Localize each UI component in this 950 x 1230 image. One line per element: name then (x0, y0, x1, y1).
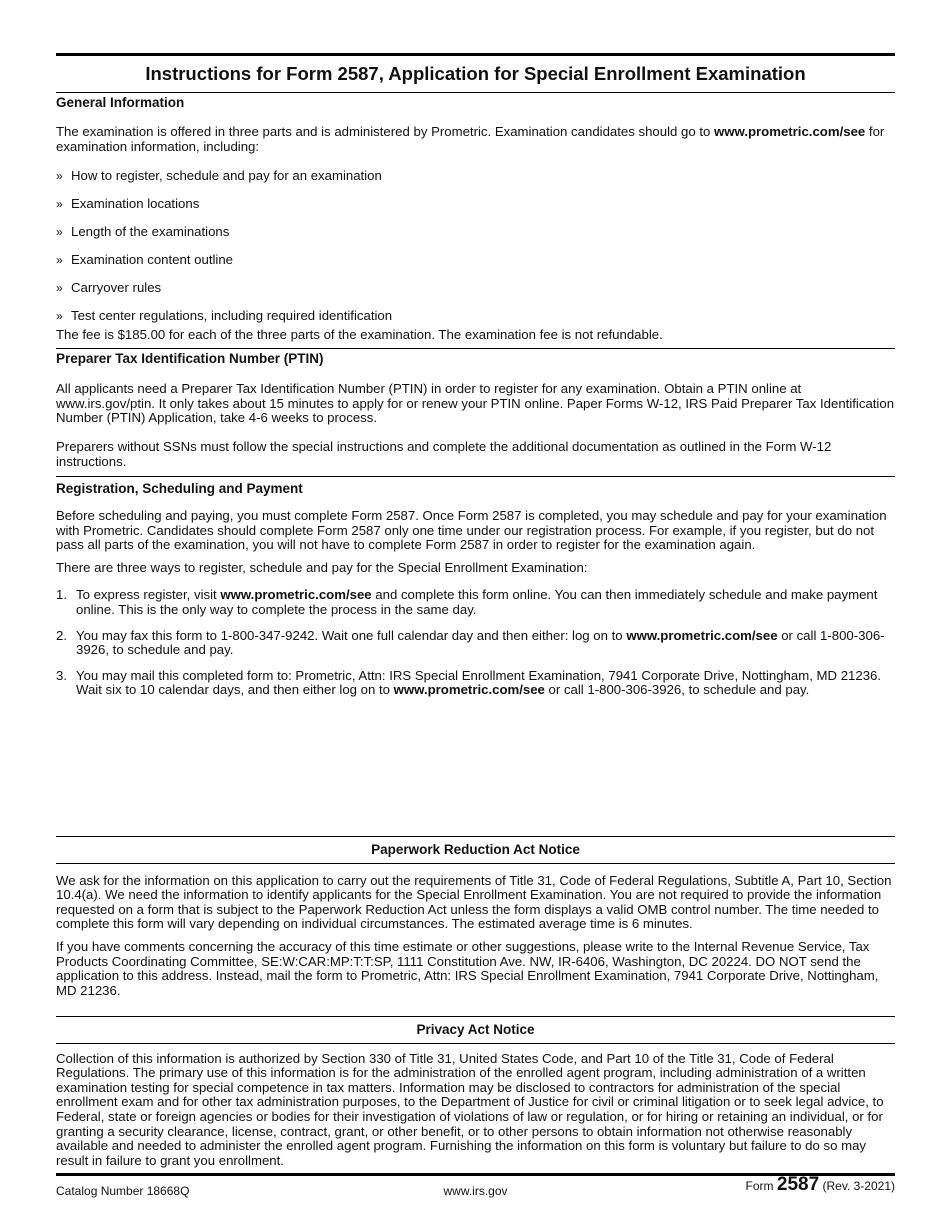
registration-heading: Registration, Scheduling and Payment (56, 480, 303, 496)
general-intro-post: for examination information, including: (56, 124, 885, 154)
list-item (56, 196, 895, 224)
paperwork-para-2: If you have comments concerning the accuracy of this time estimate or other suggestions, please write to the Internal Revenue Service, Tax Products Coordinating Committee, SE:W:CAR:MP:T:T:SP, 1111 Constitution Ave. NW, IR-6406, Washington, DC 20224. DO NOT send the application to this address. Instead, mail the form to Prometric, Attn: IRS Special Enrollment Examination, 7941 Corporate Drive, Nottingham, MD 21236. (56, 938, 879, 998)
privacy-para: Collection of this information is authorized by Section 330 of Title 31, United States Code, and Part 10 of the Title 31, Code of Federal Regulations. The primary use of this information is for the administration of the enrolled agent program, including administration of a written examination testing for special competence in tax matters. Information may be disclosed to contractors for administration of the special enrollment exam and for other tax administration purposes, to the Department of Justice for civil or criminal litigation or to seek legal advice, to Federal, state or foreign agencies or bodies for their investigation of violations of law or regulation, or for hiring or retaining an individual, or for granting a security clearance, license, contract, grant, or other benefit, or to other persons to obtain information not otherwise reasonably available and needed to administer the enrolled agent program. Furnishing the information on this form is voluntary but failure to do so may result in failure to grant you enrollment. (56, 1050, 884, 1168)
list-item (56, 224, 895, 252)
instructions-page (56, 53, 895, 1168)
section-rule (56, 1043, 895, 1044)
form-label: Form (745, 1179, 774, 1193)
paperwork-para-1: We ask for the information on this application to carry out the requirements of Title 31, Code of Federal Regulations, Subtitle A, Part 10, Section 10.4(a). We need the information to identify applicants for the Special Enrollment Examination. You are not required to provide the information requested on a form that is subject to the Paperwork Reduction Act unless the form displays a valid OMB control number. The time needed to complete this form will vary depending on individual circumstances. The estimated average time is 6 minutes. (56, 872, 892, 932)
general-section (56, 93, 895, 348)
bullet-icon: » (56, 225, 63, 240)
bullet-text: Length of the examinations (71, 224, 230, 240)
form-id (745, 1174, 895, 1195)
paperwork-heading: Paperwork Reduction Act Notice (371, 842, 580, 857)
ptin-para-1: All applicants need a Preparer Tax Identification Number (PTIN) in order to register for any examination. Obtain a PTIN online at www.irs.gov/ptin. It only takes about 15 minutes to apply for or renew your PTIN online. Paper Forms W-12, IRS Paid Preparer Tax Identification Number (PTIN) Application, take 4-6 weeks to process. (56, 381, 895, 426)
list-item (56, 252, 895, 280)
bullet-text: Carryover rules (71, 280, 162, 296)
general-intro-pre: The examination is offered in three parts and is administered by Prometric. Examination candidates should go to (56, 124, 715, 139)
step-text: To express register, visit (76, 587, 221, 603)
registration-para-1: Before scheduling and paying, you must complete Form 2587. Once Form 2587 is completed, you may schedule and pay for your examination with Prometric. Candidates should complete Form 2587 only one time under our registration process. For example, if you register, but do not pass all parts of the examination, you will not have to complete Form 2587 in order to register for the examination again. (56, 507, 887, 553)
bullet-icon: » (56, 169, 63, 184)
bullet-text: Examination content outline (71, 252, 234, 268)
registration-steps (56, 588, 895, 698)
bullet-icon: » (56, 197, 63, 212)
list-item (56, 669, 895, 698)
prometric-link[interactable]: www.prometric.com/see (714, 124, 866, 139)
registration-section (56, 477, 895, 698)
form-revision: (Rev. 3-2021) (822, 1179, 895, 1193)
list-item (56, 588, 895, 617)
ptin-heading: Preparer Tax Identification Number (PTIN) (56, 351, 324, 367)
paperwork-section (56, 836, 895, 998)
bullet-text: Examination locations (71, 196, 200, 212)
step-text: You may fax this form to 1-800-347-9242. Wait one full calendar day and then either: log on to (76, 627, 627, 643)
general-heading: General Information (56, 95, 185, 110)
general-bullet-list (56, 168, 895, 328)
step-number: 3. (56, 667, 67, 683)
prometric-link[interactable]: www.prometric.com/see (220, 587, 372, 603)
step-number: 2. (56, 627, 67, 643)
list-item (56, 629, 895, 658)
form-number: 2587 (776, 1174, 820, 1195)
general-intro (56, 125, 895, 154)
privacy-section (56, 1016, 895, 1168)
section-rule (56, 863, 895, 864)
bullet-icon: » (56, 309, 63, 324)
bullet-text: How to register, schedule and pay for an examination (71, 168, 382, 184)
bullet-icon: » (56, 253, 63, 268)
step-text: or call 1-800-306-3926, to schedule and pay. (544, 682, 810, 698)
list-item (56, 280, 895, 308)
prometric-link[interactable]: www.prometric.com/see (626, 627, 778, 643)
bullet-text: Test center regulations, including required identification (71, 308, 393, 324)
list-item (56, 308, 895, 328)
page-title: Instructions for Form 2587, Application for Special Enrollment Examination (145, 63, 806, 84)
irs-website[interactable]: www.irs.gov (443, 1184, 508, 1198)
registration-para-2: There are three ways to register, schedule and pay for the Special Enrollment Examination: (56, 559, 588, 575)
ptin-section (56, 349, 895, 476)
page-footer (56, 1173, 895, 1203)
prometric-link[interactable]: www.prometric.com/see (393, 682, 545, 698)
step-text: and complete this form online. You can then immediately schedule and make payment online. This is the only way to complete the process in the same day. (76, 587, 878, 617)
ptin-para-2: Preparers without SSNs must follow the special instructions and complete the additional documentation as outlined in the Form W-12 instructions. (56, 438, 832, 469)
fee-text: The fee is $185.00 for each of the three parts of the examination. The examination fee is not refundable. (56, 327, 663, 343)
step-text: You may mail this completed form to: Prometric, Attn: IRS Special Enrollment Examination, 7941 Corporate Drive, Nottingham, MD 21236. Wait six to 10 calendar days, and then either log on to (76, 667, 882, 698)
list-item (56, 168, 895, 196)
step-text: or call 1-800-306-3926, to schedule and pay. (76, 627, 885, 658)
step-number: 1. (56, 587, 67, 603)
catalog-number: Catalog Number 18668Q (56, 1184, 190, 1198)
privacy-heading: Privacy Act Notice (416, 1022, 535, 1037)
bullet-icon: » (56, 281, 63, 296)
